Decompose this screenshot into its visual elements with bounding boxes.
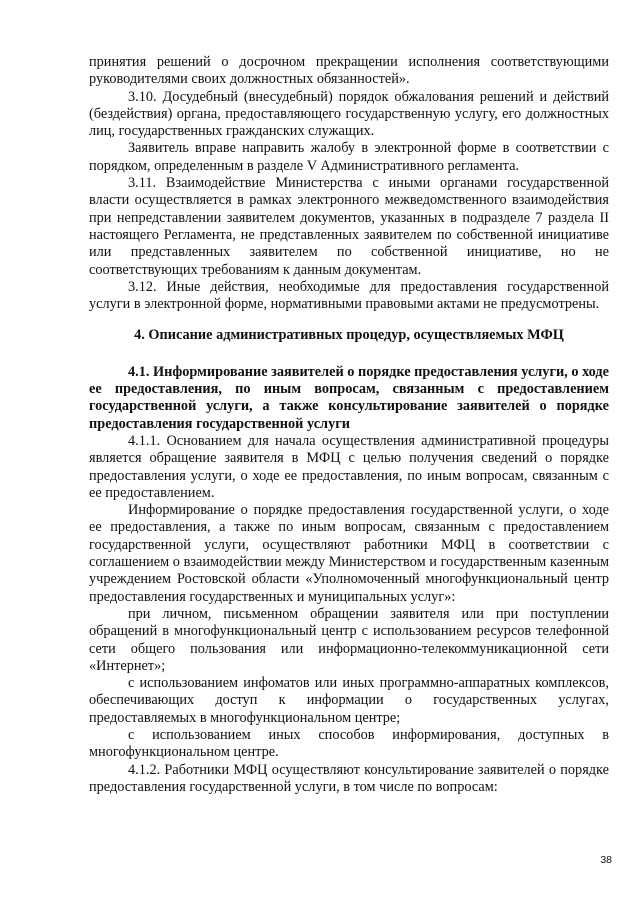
list-item-personal: при личном, письменном обращении заявителя или при поступлении обращений в многофункциональный центр с использованием ресурсов телефонной сети общего пользования или информационно-телекоммуникационной сети «Интернет»; [89,605,609,674]
paragraph-4-1-1: 4.1.1. Основанием для начала осуществления административной процедуры является обращение заявителя в МФЦ с целью получения сведений о порядке предоставления услуги, о ходе ее предоставления, по иным вопросам, связанным с ее предоставлением. [89,432,609,501]
page-number: 38 [600,854,612,866]
paragraph-3-12: 3.12. Иные действия, необходимые для предоставления государственной услуги в электронной форме, нормативными правовыми актами не предусмотрены. [89,278,609,313]
paragraph-3-10: 3.10. Досудебный (внесудебный) порядок обжалования решений и действий (бездействия) органа, предоставляющего государственную услугу, его должностных лиц, государственных гражданских служащих. [89,88,609,140]
document-body [89,54,609,796]
paragraph-3-11: 3.11. Взаимодействие Министерства с иными органами государственной власти осуществляется в рамках электронного межведомственного взаимодействия при непредставлении заявителем документов, указанных в подразделе 7 раздела II настоящего Регламента, не представленных заявителем по собственной инициативе или представленных заявителем по собственной инициативе, но не соответствующих требованиям к данным документам. [89,175,609,278]
paragraph-complaint: Заявитель вправе направить жалобу в электронной форме в соответствии с порядком, определенным в разделе V Административного регламента. [89,140,609,174]
paragraph-informing: Информирование о порядке предоставления государственной услуги, о ходе ее предоставления, а также по иным вопросам, связанным с предоставлением государственной услуги, осуществляют работники МФЦ в соответствии с соглашением о взаимодействии между Министерством и государственным казенным учреждением Ростовской области «Уполномоченный многофункциональный центр предоставления государственных и муниципальных услуг»: [89,502,609,605]
list-item-infomats: с использованием инфоматов или иных программно-аппаратных комплексов, обеспечивающих доступ к информации о государственных услугах, предоставляемых в многофункциональном центре; [89,675,609,726]
section-4-title: 4. Описание административных процедур, осуществляемых МФЦ [134,327,564,344]
paragraph: принятия решений о досрочном прекращении исполнения соответствующими руководителями своих должностных обязанностей». [89,54,609,88]
list-item-other-ways: с использованием иных способов информирования, доступных в многофункциональном центре. [89,726,609,761]
subsection-4-1-title: 4.1. Информирование заявителей о порядке предоставления услуги, о ходе ее предоставления, по иным вопросам, связанным с предоставлением государственной услуги, а также консультирование заявителей о порядке предоставления государственной услуги [89,363,609,432]
paragraph-4-1-2: 4.1.2. Работники МФЦ осуществляют консультирование заявителей о порядке предоставления государственной услуги, в том числе по вопросам: [89,761,609,795]
